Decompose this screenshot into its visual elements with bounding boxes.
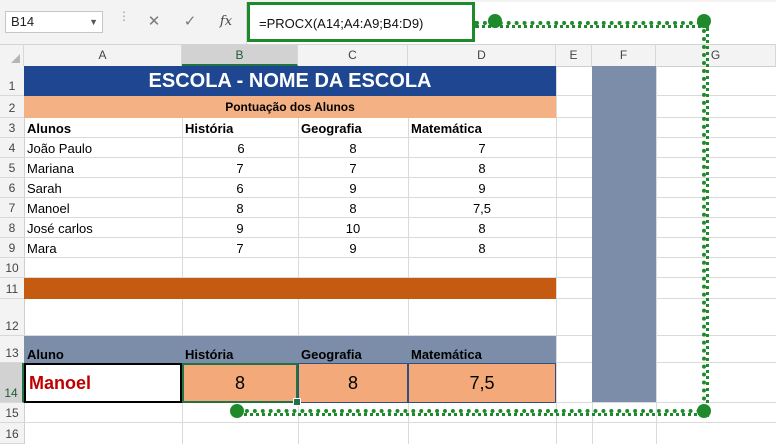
- row-header-4[interactable]: 4: [0, 138, 24, 158]
- column-header-g[interactable]: G: [656, 45, 776, 66]
- score-matematica[interactable]: 7,5: [472, 200, 492, 216]
- row-header-1[interactable]: 1: [0, 66, 24, 96]
- lookup-header-aluno[interactable]: Aluno: [24, 336, 182, 363]
- row-header-10[interactable]: 10: [0, 258, 24, 278]
- lookup-result-matematica[interactable]: 7,5: [408, 363, 556, 403]
- student-name[interactable]: Sarah: [27, 180, 62, 196]
- formula-text: =PROCX(A14;A4:A9;B4:D9): [259, 16, 424, 31]
- header-matematica[interactable]: Matemática: [411, 120, 482, 136]
- annotation-dot: [488, 14, 502, 28]
- row-headers: [0, 66, 25, 444]
- row-header-16[interactable]: 16: [0, 423, 24, 444]
- lookup-header-historia[interactable]: História: [182, 336, 298, 363]
- select-all-corner[interactable]: [0, 45, 24, 66]
- annotation-connector: [475, 21, 709, 28]
- worksheet-grid[interactable]: [24, 66, 776, 444]
- student-name[interactable]: Manoel: [27, 200, 70, 216]
- sheet-subtitle[interactable]: Pontuação dos Alunos: [24, 96, 556, 118]
- annotation-dot: [697, 14, 711, 28]
- header-geografia[interactable]: Geografia: [301, 120, 362, 136]
- row-header-2[interactable]: 2: [0, 96, 24, 118]
- student-name[interactable]: Mariana: [27, 160, 74, 176]
- name-box-value: B14: [11, 14, 35, 29]
- score-historia[interactable]: 7: [236, 160, 244, 176]
- row-header-9[interactable]: 9: [0, 238, 24, 258]
- score-historia[interactable]: 6: [236, 180, 244, 196]
- header-historia[interactable]: História: [185, 120, 234, 136]
- gridline: [656, 66, 657, 444]
- lookup-result-historia[interactable]: 8: [182, 363, 298, 403]
- row-header-14[interactable]: 14: [0, 363, 24, 403]
- chevron-down-icon[interactable]: ▼: [89, 17, 98, 27]
- column-header-a[interactable]: A: [24, 45, 182, 66]
- student-name[interactable]: José carlos: [27, 220, 93, 236]
- row-header-3[interactable]: 3: [0, 118, 24, 138]
- row-header-11[interactable]: 11: [0, 278, 24, 299]
- score-geografia[interactable]: 8: [349, 140, 357, 156]
- column-header-d[interactable]: D: [408, 45, 556, 66]
- lookup-header-matematica[interactable]: Matemática: [408, 336, 556, 363]
- score-matematica[interactable]: 8: [478, 240, 486, 256]
- column-header-f[interactable]: F: [592, 45, 656, 66]
- fill-handle[interactable]: [293, 398, 301, 406]
- column-header-e[interactable]: E: [556, 45, 592, 66]
- row-header-8[interactable]: 8: [0, 218, 24, 238]
- annotation-connector: [237, 409, 709, 416]
- score-geografia[interactable]: 7: [349, 160, 357, 176]
- name-box[interactable]: [5, 11, 103, 33]
- row-header-13[interactable]: 13: [0, 336, 24, 363]
- row-header-12[interactable]: 12: [0, 299, 24, 336]
- score-geografia[interactable]: 9: [349, 240, 357, 256]
- score-geografia[interactable]: 8: [349, 200, 357, 216]
- score-matematica[interactable]: 7: [478, 140, 486, 156]
- row-header-15[interactable]: 15: [0, 403, 24, 423]
- insert-function-icon[interactable]: fx: [219, 14, 233, 29]
- score-historia[interactable]: 7: [236, 240, 244, 256]
- lookup-header-geografia[interactable]: Geografia: [298, 336, 408, 363]
- column-header-b[interactable]: B: [182, 45, 298, 66]
- lookup-input-name[interactable]: Manoel: [24, 363, 182, 403]
- enter-icon[interactable]: ✓: [183, 13, 197, 30]
- gridline: [24, 422, 776, 423]
- header-alunos[interactable]: Alunos: [27, 120, 72, 136]
- lookup-result-geografia[interactable]: 8: [298, 363, 408, 403]
- score-geografia[interactable]: 9: [349, 180, 357, 196]
- annotation-dot: [697, 404, 711, 418]
- grip-icon[interactable]: ⋮: [118, 9, 130, 23]
- score-historia[interactable]: 6: [237, 140, 245, 156]
- formula-highlight-box: [247, 2, 475, 42]
- score-geografia[interactable]: 10: [345, 220, 361, 236]
- separator-bar: [24, 278, 556, 299]
- row-header-5[interactable]: 5: [0, 158, 24, 178]
- column-header-c[interactable]: C: [298, 45, 408, 66]
- row-header-6[interactable]: 6: [0, 178, 24, 198]
- column-headers: [0, 45, 776, 67]
- sheet-title[interactable]: ESCOLA - NOME DA ESCOLA: [24, 66, 556, 96]
- annotation-connector: [702, 21, 709, 417]
- row-header-7[interactable]: 7: [0, 198, 24, 218]
- student-name[interactable]: João Paulo: [27, 140, 93, 156]
- score-matematica[interactable]: 8: [478, 220, 486, 236]
- annotation-dot: [230, 404, 244, 418]
- cancel-icon[interactable]: ✕: [147, 13, 161, 30]
- column-f-fill: [592, 66, 656, 402]
- student-name[interactable]: Mara: [27, 240, 57, 256]
- score-historia[interactable]: 8: [236, 200, 244, 216]
- score-matematica[interactable]: 9: [478, 180, 486, 196]
- gridline: [556, 66, 557, 444]
- score-historia[interactable]: 9: [236, 220, 244, 236]
- score-matematica[interactable]: 8: [478, 160, 486, 176]
